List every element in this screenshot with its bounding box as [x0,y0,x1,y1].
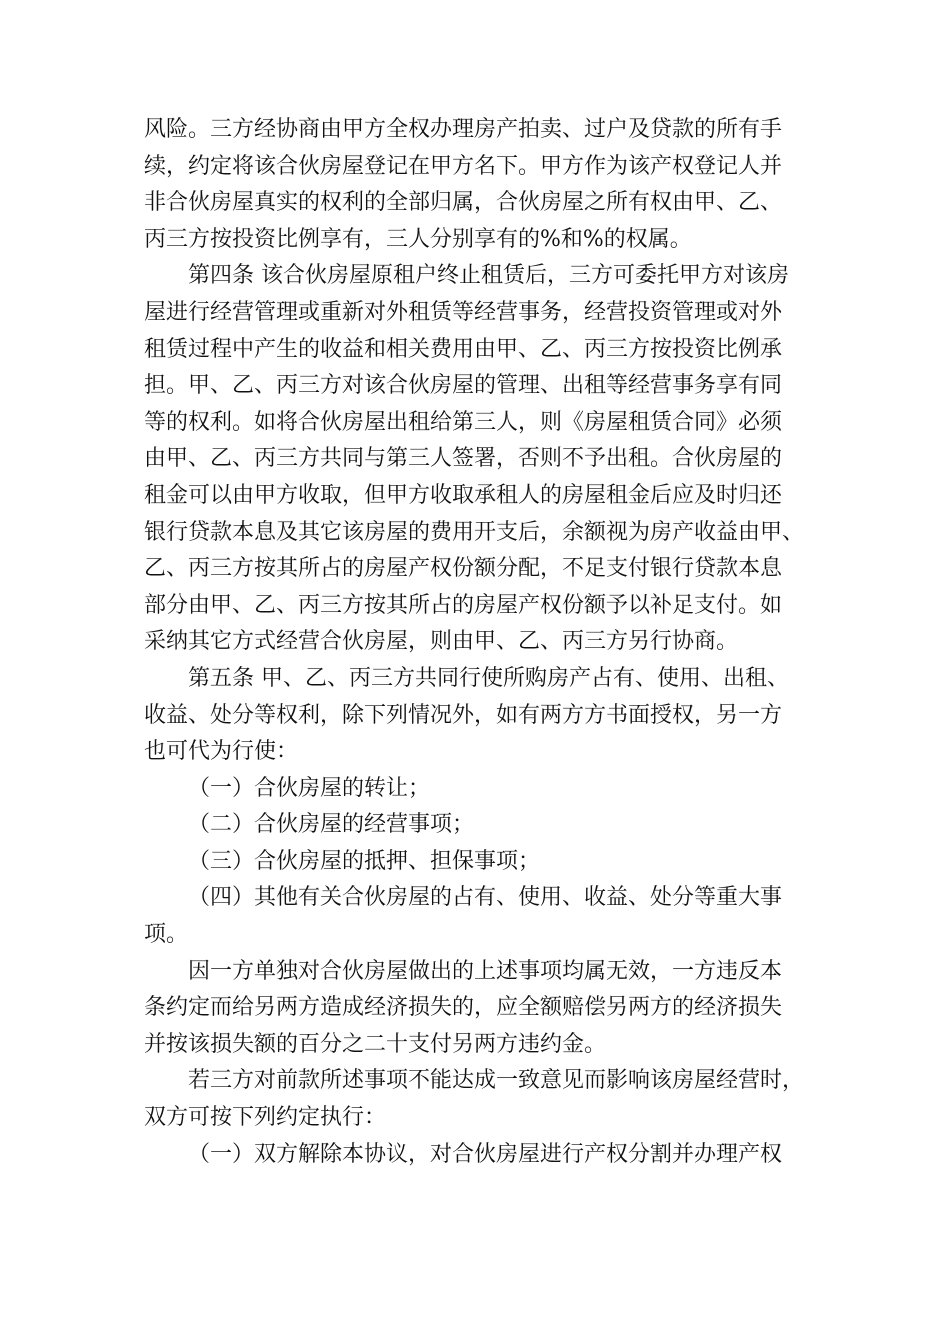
text-line: 部分由甲、乙、丙三方按其所占的房屋产权份额予以补足支付。如 [144,592,783,618]
text-line: 租金可以由甲方收取，但甲方收取承租人的房屋租金后应及时归还 [144,482,783,508]
text-line: 若三方对前款所述事项不能达成一致意见而影响该房屋经营时， [188,1068,805,1094]
text-line: 第四条 该合伙房屋原租户终止租赁后，三方可委托甲方对该房 [188,263,789,289]
text-line: 乙、丙三方按其所占的房屋产权份额分配，不足支付银行贷款本息 [144,556,783,582]
text-line: 第五条 甲、乙、丙三方共同行使所购房产占有、使用、出租、 [188,665,789,691]
list-item-other-matters [144,880,814,953]
list-item-transfer [144,771,814,808]
text-line: （四）其他有关合伙房屋的占有、使用、收益、处分等重大事 [188,885,783,911]
text-line: 收益、处分等权利，除下列情况外，如有两方方书面授权，另一方 [144,702,783,728]
text-line: 采纳其它方式经营合伙房屋，则由甲、乙、丙三方另行协商。 [144,629,739,655]
document-body [144,112,814,1173]
text-line: 双方可按下列约定执行： [144,1105,387,1131]
text-line: 风险。三方经协商由甲方全权办理房产拍卖、过户及贷款的所有手 [144,117,783,142]
text-line: 担。甲、乙、丙三方对该合伙房屋的管理、出租等经营事务享有同 [144,373,783,399]
text-line: 丙三方按投资比例享有，三人分别享有的%和%的权属。 [144,226,692,252]
paragraph-article-5 [144,661,814,771]
text-line: 项。 [144,922,189,948]
text-line: 也可代为行使： [144,739,299,765]
text-line: 因一方单独对合伙房屋做出的上述事项均属无效，一方违反本 [188,958,783,984]
paragraph-disagreement [144,1063,814,1136]
text-line: （一）合伙房屋的转让； [188,775,431,801]
text-line: （一）双方解除本协议，对合伙房屋进行产权分割并办理产权 [188,1141,783,1167]
text-line: 续，约定将该合伙房屋登记在甲方名下。甲方作为该产权登记人并 [144,153,783,179]
text-line: 屋进行经营管理或重新对外租赁等经营事务，经营投资管理或对外 [144,299,783,325]
list-item-dissolve [144,1137,814,1174]
paragraph-breach [144,954,814,1064]
text-line: 等的权利。如将合伙房屋出租给第三人，则《房屋租赁合同》必须 [144,409,783,435]
text-line: 由甲、乙、丙三方共同与第三人签署，否则不予出租。合伙房屋的 [144,446,783,472]
text-line: （二）合伙房屋的经营事项； [188,812,475,838]
paragraph-continuation [144,112,814,258]
list-item-operation [144,807,814,844]
text-line: 租赁过程中产生的收益和相关费用由甲、乙、丙三方按投资比例承 [144,336,783,362]
text-line: 银行贷款本息及其它该房屋的费用开支后，余额视为房产收益由甲、 [144,519,805,545]
list-item-mortgage [144,844,814,881]
text-line: （三）合伙房屋的抵押、担保事项； [188,848,541,874]
paragraph-article-4 [144,258,814,661]
text-line: 并按该损失额的百分之二十支付另两方违约金。 [144,1031,607,1057]
text-line: 条约定而给另两方造成经济损失的，应全额赔偿另两方的经济损失 [144,995,783,1021]
text-line: 非合伙房屋真实的权利的全部归属，合伙房屋之所有权由甲、乙、 [144,190,783,216]
